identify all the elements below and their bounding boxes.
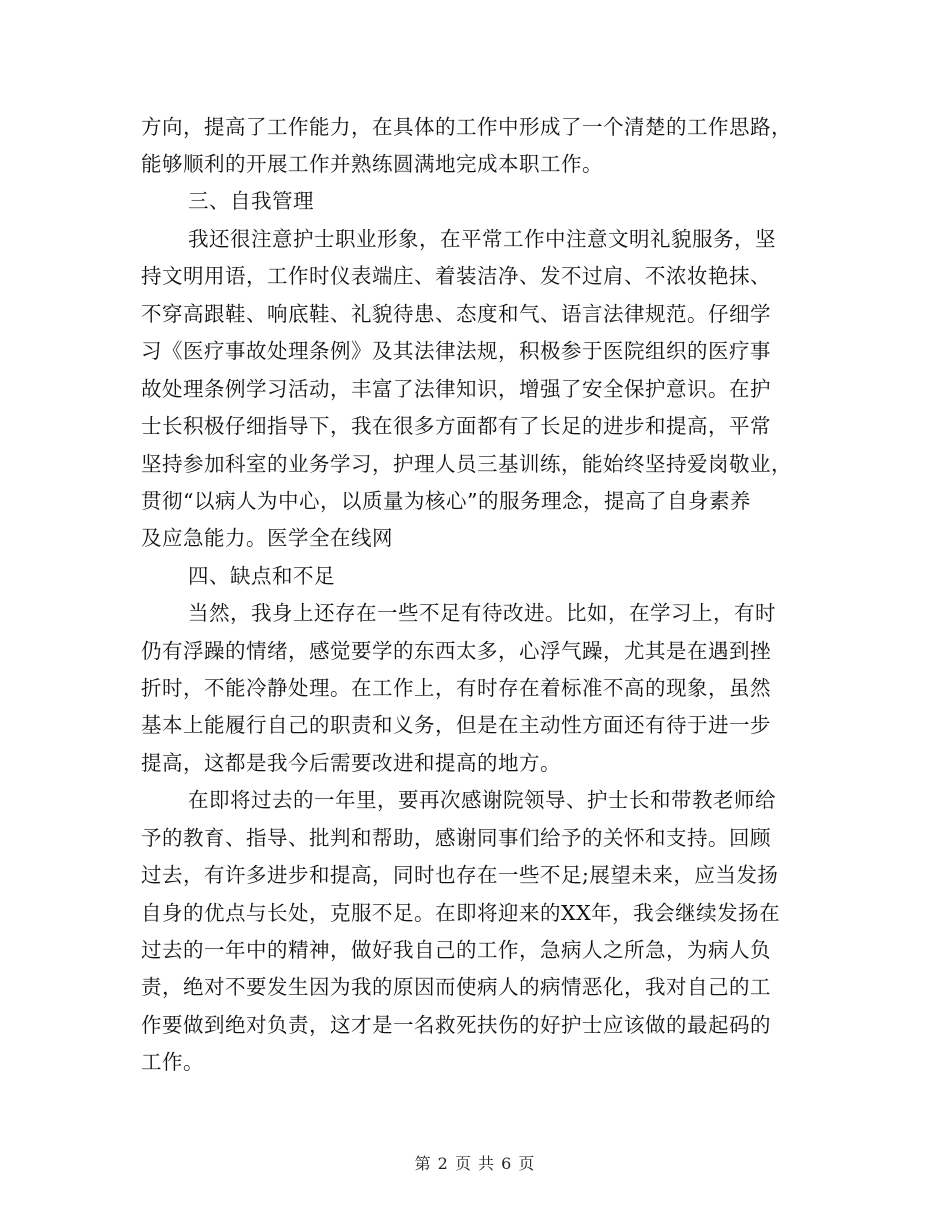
text-line: 予的教育、指导、批判和帮助，感谢同事们给予的关怀和支持。回顾 <box>141 826 771 850</box>
text-line: 士长积极仔细指导下，我在很多方面都有了长足的进步和提高，平常 <box>141 414 771 438</box>
text-line: 自身的优点与长处，克服不足。在即将迎来的XX年，我会继续发扬在 <box>141 901 781 925</box>
text-line: 坚持参加科室的业务学习，护理人员三基训练，能始终坚持爱岗敬业， <box>141 452 792 476</box>
text-line: 能够顺利的开展工作并熟练圆满地完成本职工作。 <box>141 152 603 176</box>
paragraph-start: 在即将过去的一年里，要再次感谢院领导、护士长和带教老师给 <box>188 788 776 812</box>
text-line: 工作。 <box>141 1050 204 1074</box>
text-line: 过去的一年中的精神，做好我自己的工作，急病人之所急，为病人负 <box>141 938 771 962</box>
text-line: 及应急能力。医学全在线网 <box>141 526 393 550</box>
paragraph-start: 当然，我身上还存在一些不足有待改进。比如，在学习上，有时 <box>188 601 776 625</box>
text-line: 贯彻“以病人为中心，以质量为核心”的服务理念，提高了自身素养 <box>141 489 751 513</box>
text-line: 折时，不能冷静处理。在工作上，有时存在着标准不高的现象，虽然 <box>141 676 771 700</box>
text-line: 持文明用语，工作时仪表端庄、着装洁净、发不过肩、不浓妆艳抹、 <box>141 264 771 288</box>
text-line: 作要做到绝对负责，这才是一名救死扶伤的好护士应该做的最起码的 <box>141 1013 771 1037</box>
section-heading: 三、自我管理 <box>188 189 314 213</box>
text-line: 过去，有许多进步和提高，同时也存在一些不足;展望未来，应当发扬 <box>141 863 779 887</box>
page-number-footer: 第 2 页 共 6 页 <box>414 1154 536 1173</box>
text-line: 仍有浮躁的情绪，感觉要学的东西太多，心浮气躁，尤其是在遇到挫 <box>141 639 771 663</box>
text-line: 习《医疗事故处理条例》及其法律法规，积极参于医院组织的医疗事 <box>141 339 771 363</box>
text-line: 方向，提高了工作能力，在具体的工作中形成了一个清楚的工作思路， <box>141 115 792 139</box>
text-line: 基本上能履行自己的职责和义务，但是在主动性方面还有待于进一步 <box>141 713 771 737</box>
text-line: 不穿高跟鞋、响底鞋、礼貌待患、态度和气、语言法律规范。仔细学 <box>141 302 771 326</box>
text-line: 责，绝对不要发生因为我的原因而使病人的病情恶化，我对自己的工 <box>141 975 771 999</box>
text-line: 故处理条例学习活动，丰富了法律知识，增强了安全保护意识。在护 <box>141 377 771 401</box>
text-line: 提高，这都是我今后需要改进和提高的地方。 <box>141 751 561 775</box>
paragraph-start: 我还很注意护士职业形象，在平常工作中注意文明礼貌服务，坚 <box>188 227 776 251</box>
section-heading: 四、缺点和不足 <box>188 564 335 588</box>
